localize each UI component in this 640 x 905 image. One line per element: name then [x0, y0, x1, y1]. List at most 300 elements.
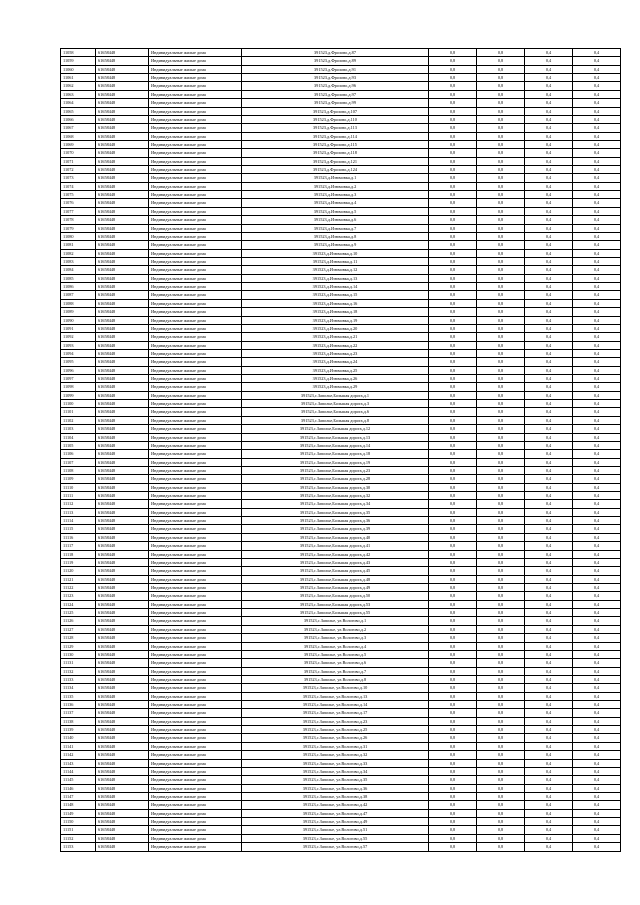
value-cell-1: 0,8: [429, 508, 477, 516]
type-cell: Индивидуальные жилые дома: [149, 542, 242, 550]
table-row: [61, 182, 621, 190]
value-cell-4: 0,4: [573, 216, 621, 224]
code-cell: 61658448: [96, 182, 149, 190]
row-number: 11058: [61, 49, 96, 57]
value-cell-4: 0,4: [573, 140, 621, 148]
value-cell-2: 0,8: [477, 734, 525, 742]
address-cell: 391523,с.Заполье,Большая дорога,д.53: [242, 600, 429, 608]
value-cell-2: 0,8: [477, 49, 525, 57]
value-cell-1: 0,8: [429, 650, 477, 658]
type-cell: Индивидуальные жилые дома: [149, 726, 242, 734]
table-row: [61, 257, 621, 265]
type-cell: Индивидуальные жилые дома: [149, 174, 242, 182]
table-row: [61, 525, 621, 533]
value-cell-3: 0,4: [525, 249, 573, 257]
code-cell: 61658448: [96, 132, 149, 140]
type-cell: Индивидуальные жилые дома: [149, 74, 242, 82]
row-number: 11133: [61, 675, 96, 683]
code-cell: 61658448: [96, 49, 149, 57]
code-cell: 61658448: [96, 274, 149, 282]
code-cell: 61658448: [96, 684, 149, 692]
table-row: [61, 366, 621, 374]
type-cell: Индивидуальные жилые дома: [149, 199, 242, 207]
table-row: [61, 149, 621, 157]
table-row: [61, 625, 621, 633]
row-number: 11128: [61, 634, 96, 642]
value-cell-4: 0,4: [573, 308, 621, 316]
value-cell-1: 0,8: [429, 124, 477, 132]
type-cell: Индивидуальные жилые дома: [149, 675, 242, 683]
type-cell: Индивидуальные жилые дома: [149, 408, 242, 416]
value-cell-1: 0,8: [429, 425, 477, 433]
value-cell-1: 0,8: [429, 659, 477, 667]
address-cell: 391523,д.Изюмовка,д.6: [242, 216, 429, 224]
code-cell: 61658448: [96, 366, 149, 374]
code-cell: 61658448: [96, 283, 149, 291]
type-cell: Индивидуальные жилые дома: [149, 157, 242, 165]
value-cell-2: 0,8: [477, 609, 525, 617]
type-cell: Индивидуальные жилые дома: [149, 717, 242, 725]
row-number: 11125: [61, 609, 96, 617]
code-cell: 61658448: [96, 625, 149, 633]
value-cell-1: 0,8: [429, 441, 477, 449]
value-cell-3: 0,4: [525, 575, 573, 583]
value-cell-1: 0,8: [429, 232, 477, 240]
row-number: 11109: [61, 475, 96, 483]
table-row: [61, 508, 621, 516]
value-cell-4: 0,4: [573, 818, 621, 826]
row-number: 11082: [61, 249, 96, 257]
code-cell: 61658448: [96, 475, 149, 483]
type-cell: Индивидуальные жилые дома: [149, 333, 242, 341]
value-cell-2: 0,8: [477, 74, 525, 82]
type-cell: Индивидуальные жилые дома: [149, 625, 242, 633]
address-cell: 391523,с.Заполье,Большая дорога,д.30: [242, 483, 429, 491]
type-cell: Индивидуальные жилые дома: [149, 341, 242, 349]
value-cell-4: 0,4: [573, 124, 621, 132]
row-number: 11142: [61, 751, 96, 759]
row-number: 11137: [61, 709, 96, 717]
address-cell: 391523,с.Заполье, ул.Вологово,д.47: [242, 809, 429, 817]
value-cell-3: 0,4: [525, 826, 573, 834]
type-cell: Индивидуальные жилые дома: [149, 659, 242, 667]
value-cell-4: 0,4: [573, 792, 621, 800]
row-number: 11136: [61, 701, 96, 709]
code-cell: 61658448: [96, 776, 149, 784]
type-cell: Индивидуальные жилые дома: [149, 441, 242, 449]
value-cell-4: 0,4: [573, 99, 621, 107]
value-cell-3: 0,4: [525, 701, 573, 709]
value-cell-2: 0,8: [477, 149, 525, 157]
value-cell-2: 0,8: [477, 216, 525, 224]
type-cell: Индивидуальные жилые дома: [149, 391, 242, 399]
table-row: [61, 107, 621, 115]
value-cell-4: 0,4: [573, 575, 621, 583]
table-row: [61, 90, 621, 98]
value-cell-2: 0,8: [477, 533, 525, 541]
value-cell-4: 0,4: [573, 115, 621, 123]
row-number: 11139: [61, 726, 96, 734]
type-cell: Индивидуальные жилые дома: [149, 57, 242, 65]
type-cell: Индивидуальные жилые дома: [149, 90, 242, 98]
code-cell: 61658448: [96, 433, 149, 441]
value-cell-4: 0,4: [573, 759, 621, 767]
value-cell-3: 0,4: [525, 308, 573, 316]
value-cell-4: 0,4: [573, 157, 621, 165]
row-number: 11106: [61, 450, 96, 458]
value-cell-2: 0,8: [477, 283, 525, 291]
row-number: 11152: [61, 834, 96, 842]
value-cell-2: 0,8: [477, 199, 525, 207]
value-cell-1: 0,8: [429, 742, 477, 750]
value-cell-1: 0,8: [429, 792, 477, 800]
type-cell: Индивидуальные жилые дома: [149, 257, 242, 265]
address-cell: 391523,с.Заполье,Большая дорога,д.14: [242, 441, 429, 449]
value-cell-2: 0,8: [477, 809, 525, 817]
value-cell-4: 0,4: [573, 191, 621, 199]
type-cell: Индивидуальные жилые дома: [149, 734, 242, 742]
value-cell-4: 0,4: [573, 249, 621, 257]
value-cell-1: 0,8: [429, 57, 477, 65]
table-row: [61, 199, 621, 207]
address-cell: 391523,д.Фролово,д.99: [242, 99, 429, 107]
value-cell-1: 0,8: [429, 592, 477, 600]
type-cell: Индивидуальные жилые дома: [149, 99, 242, 107]
value-cell-1: 0,8: [429, 843, 477, 851]
value-cell-2: 0,8: [477, 675, 525, 683]
value-cell-2: 0,8: [477, 834, 525, 842]
type-cell: Индивидуальные жилые дома: [149, 525, 242, 533]
address-cell: 391523,с.Заполье,Большая дорога,д.45: [242, 567, 429, 575]
value-cell-1: 0,8: [429, 99, 477, 107]
row-number: 11119: [61, 558, 96, 566]
type-cell: Индивидуальные жилые дома: [149, 366, 242, 374]
row-number: 11092: [61, 333, 96, 341]
type-cell: Индивидуальные жилые дома: [149, 416, 242, 424]
value-cell-1: 0,8: [429, 291, 477, 299]
value-cell-4: 0,4: [573, 174, 621, 182]
value-cell-1: 0,8: [429, 274, 477, 282]
row-number: 11065: [61, 107, 96, 115]
address-cell: 391523,с.Заполье,Большая дорога,д.34: [242, 500, 429, 508]
value-cell-1: 0,8: [429, 600, 477, 608]
code-cell: 61658448: [96, 642, 149, 650]
value-cell-4: 0,4: [573, 600, 621, 608]
type-cell: Индивидуальные жилые дома: [149, 140, 242, 148]
code-cell: 61658448: [96, 751, 149, 759]
value-cell-3: 0,4: [525, 316, 573, 324]
address-cell: 391523,с.Заполье,Большая дорога,д.1: [242, 391, 429, 399]
row-number: 11083: [61, 257, 96, 265]
type-cell: Индивидуальные жилые дома: [149, 667, 242, 675]
table-row: [61, 592, 621, 600]
value-cell-2: 0,8: [477, 99, 525, 107]
address-cell: 391523,д.Изюмовка,д.18: [242, 308, 429, 316]
value-cell-2: 0,8: [477, 625, 525, 633]
value-cell-3: 0,4: [525, 584, 573, 592]
value-cell-4: 0,4: [573, 166, 621, 174]
value-cell-2: 0,8: [477, 191, 525, 199]
table-row: [61, 249, 621, 257]
value-cell-1: 0,8: [429, 492, 477, 500]
row-number: 11063: [61, 90, 96, 98]
row-number: 11124: [61, 600, 96, 608]
value-cell-3: 0,4: [525, 132, 573, 140]
value-cell-2: 0,8: [477, 826, 525, 834]
value-cell-2: 0,8: [477, 483, 525, 491]
value-cell-3: 0,4: [525, 508, 573, 516]
address-cell: 391523,с.Заполье,Большая дорога,д.40: [242, 533, 429, 541]
row-number: 11135: [61, 692, 96, 700]
value-cell-3: 0,4: [525, 74, 573, 82]
table-row: [61, 776, 621, 784]
table-row: [61, 299, 621, 307]
table-row: [61, 349, 621, 357]
value-cell-4: 0,4: [573, 400, 621, 408]
value-cell-3: 0,4: [525, 375, 573, 383]
address-cell: 391523,д.Фролово,д.113: [242, 124, 429, 132]
code-cell: 61658448: [96, 408, 149, 416]
table-row: [61, 391, 621, 399]
address-cell: 391523,д.Изюмовка,д.22: [242, 341, 429, 349]
row-number: 11105: [61, 441, 96, 449]
value-cell-2: 0,8: [477, 742, 525, 750]
value-cell-3: 0,4: [525, 283, 573, 291]
value-cell-3: 0,4: [525, 49, 573, 57]
address-cell: 391523,с.Заполье, ул.Вологово,д.7: [242, 667, 429, 675]
value-cell-1: 0,8: [429, 224, 477, 232]
value-cell-4: 0,4: [573, 642, 621, 650]
address-cell: 391523,с.Заполье,Большая дорога,д.43: [242, 558, 429, 566]
value-cell-4: 0,4: [573, 525, 621, 533]
value-cell-2: 0,8: [477, 366, 525, 374]
value-cell-2: 0,8: [477, 140, 525, 148]
code-cell: 61658448: [96, 199, 149, 207]
address-cell: 391523,с.Заполье, ул.Вологово,д.49: [242, 818, 429, 826]
value-cell-4: 0,4: [573, 425, 621, 433]
type-cell: Индивидуальные жилые дома: [149, 684, 242, 692]
value-cell-2: 0,8: [477, 391, 525, 399]
address-cell: 391523,с.Заполье,Большая дорога,д.55: [242, 609, 429, 617]
value-cell-3: 0,4: [525, 634, 573, 642]
value-cell-3: 0,4: [525, 191, 573, 199]
row-number: 11120: [61, 567, 96, 575]
value-cell-2: 0,8: [477, 308, 525, 316]
table-row: [61, 140, 621, 148]
value-cell-2: 0,8: [477, 617, 525, 625]
code-cell: 61658448: [96, 107, 149, 115]
value-cell-2: 0,8: [477, 291, 525, 299]
value-cell-3: 0,4: [525, 809, 573, 817]
value-cell-4: 0,4: [573, 65, 621, 73]
value-cell-1: 0,8: [429, 475, 477, 483]
value-cell-1: 0,8: [429, 299, 477, 307]
code-cell: 61658448: [96, 416, 149, 424]
row-number: 11141: [61, 742, 96, 750]
table-row: [61, 717, 621, 725]
table-row: [61, 74, 621, 82]
row-number: 11134: [61, 684, 96, 692]
value-cell-3: 0,4: [525, 166, 573, 174]
table-row: [61, 450, 621, 458]
code-cell: 61658448: [96, 57, 149, 65]
row-number: 11079: [61, 224, 96, 232]
value-cell-1: 0,8: [429, 82, 477, 90]
row-number: 11107: [61, 458, 96, 466]
value-cell-3: 0,4: [525, 291, 573, 299]
code-cell: 61658448: [96, 784, 149, 792]
address-cell: 391523,д.Изюмовка,д.25: [242, 366, 429, 374]
value-cell-4: 0,4: [573, 107, 621, 115]
address-cell: 391523,д.Фролово,д.87: [242, 49, 429, 57]
table-row: [61, 433, 621, 441]
value-cell-2: 0,8: [477, 692, 525, 700]
value-cell-2: 0,8: [477, 592, 525, 600]
type-cell: Индивидуальные жилые дома: [149, 483, 242, 491]
address-cell: 391523,с.Заполье, ул.Вологово,д.51: [242, 826, 429, 834]
value-cell-1: 0,8: [429, 483, 477, 491]
table-row: [61, 274, 621, 282]
type-cell: Индивидуальные жилые дома: [149, 349, 242, 357]
address-cell: 391523,с.Заполье, ул.Вологово,д.33: [242, 759, 429, 767]
type-cell: Индивидуальные жилые дома: [149, 308, 242, 316]
value-cell-4: 0,4: [573, 726, 621, 734]
value-cell-1: 0,8: [429, 675, 477, 683]
value-cell-1: 0,8: [429, 416, 477, 424]
code-cell: 61658448: [96, 115, 149, 123]
address-cell: 391523,с.Заполье, ул.Вологово,д.36: [242, 784, 429, 792]
value-cell-1: 0,8: [429, 634, 477, 642]
table-row: [61, 751, 621, 759]
table-row: [61, 216, 621, 224]
value-cell-1: 0,8: [429, 567, 477, 575]
code-cell: 61658448: [96, 600, 149, 608]
address-cell: 391523,д.Изюмовка,д.21: [242, 333, 429, 341]
code-cell: 61658448: [96, 308, 149, 316]
address-cell: 391523,д.Фролово,д.97: [242, 90, 429, 98]
value-cell-3: 0,4: [525, 182, 573, 190]
row-number: 11064: [61, 99, 96, 107]
value-cell-1: 0,8: [429, 692, 477, 700]
code-cell: 61658448: [96, 550, 149, 558]
row-number: 11071: [61, 157, 96, 165]
value-cell-3: 0,4: [525, 107, 573, 115]
value-cell-3: 0,4: [525, 675, 573, 683]
table-row: [61, 466, 621, 474]
code-cell: 61658448: [96, 500, 149, 508]
value-cell-4: 0,4: [573, 90, 621, 98]
address-cell: 391523,с.Заполье,Большая дорога,д.36: [242, 517, 429, 525]
address-cell: 391523,д.Фролово,д.115: [242, 140, 429, 148]
table-row: [61, 818, 621, 826]
value-cell-2: 0,8: [477, 843, 525, 851]
address-cell: 391523,с.Заполье,Большая дорога,д.49: [242, 584, 429, 592]
value-cell-4: 0,4: [573, 558, 621, 566]
code-cell: 61658448: [96, 709, 149, 717]
value-cell-1: 0,8: [429, 324, 477, 332]
type-cell: Индивидуальные жилые дома: [149, 182, 242, 190]
type-cell: Индивидуальные жилые дома: [149, 634, 242, 642]
value-cell-3: 0,4: [525, 174, 573, 182]
address-cell: 391523,д.Изюмовка,д.10: [242, 249, 429, 257]
value-cell-2: 0,8: [477, 450, 525, 458]
value-cell-4: 0,4: [573, 517, 621, 525]
value-cell-2: 0,8: [477, 525, 525, 533]
row-number: 11117: [61, 542, 96, 550]
value-cell-2: 0,8: [477, 542, 525, 550]
value-cell-1: 0,8: [429, 333, 477, 341]
value-cell-1: 0,8: [429, 107, 477, 115]
code-cell: 61658448: [96, 584, 149, 592]
value-cell-4: 0,4: [573, 734, 621, 742]
value-cell-4: 0,4: [573, 391, 621, 399]
address-cell: 391523,с.Заполье, ул.Вологово,д.2: [242, 625, 429, 633]
value-cell-1: 0,8: [429, 776, 477, 784]
value-cell-4: 0,4: [573, 617, 621, 625]
value-cell-4: 0,4: [573, 801, 621, 809]
value-cell-4: 0,4: [573, 441, 621, 449]
type-cell: Индивидуальные жилые дома: [149, 701, 242, 709]
type-cell: Индивидуальные жилые дома: [149, 843, 242, 851]
table-row: [61, 792, 621, 800]
value-cell-1: 0,8: [429, 433, 477, 441]
value-cell-2: 0,8: [477, 441, 525, 449]
value-cell-3: 0,4: [525, 57, 573, 65]
value-cell-4: 0,4: [573, 416, 621, 424]
address-cell: 391523,д.Фролово,д.96: [242, 82, 429, 90]
address-cell: 391523,д.Изюмовка,д.2: [242, 182, 429, 190]
value-cell-2: 0,8: [477, 207, 525, 215]
value-cell-2: 0,8: [477, 232, 525, 240]
value-cell-3: 0,4: [525, 199, 573, 207]
value-cell-3: 0,4: [525, 801, 573, 809]
value-cell-3: 0,4: [525, 433, 573, 441]
value-cell-1: 0,8: [429, 241, 477, 249]
table-row: [61, 124, 621, 132]
address-cell: 391523,с.Заполье, ул.Вологово,д.26: [242, 734, 429, 742]
table-row: [61, 174, 621, 182]
value-cell-4: 0,4: [573, 709, 621, 717]
value-cell-2: 0,8: [477, 709, 525, 717]
type-cell: Индивидуальные жилые дома: [149, 166, 242, 174]
value-cell-4: 0,4: [573, 542, 621, 550]
value-cell-1: 0,8: [429, 207, 477, 215]
code-cell: 61658448: [96, 675, 149, 683]
value-cell-3: 0,4: [525, 684, 573, 692]
value-cell-3: 0,4: [525, 224, 573, 232]
value-cell-1: 0,8: [429, 199, 477, 207]
address-cell: 391523,д.Изюмовка,д.11: [242, 257, 429, 265]
value-cell-1: 0,8: [429, 709, 477, 717]
value-cell-3: 0,4: [525, 659, 573, 667]
table-row: [61, 99, 621, 107]
value-cell-1: 0,8: [429, 726, 477, 734]
type-cell: Индивидуальные жилые дома: [149, 324, 242, 332]
row-number: 11077: [61, 207, 96, 215]
code-cell: 61658448: [96, 249, 149, 257]
value-cell-2: 0,8: [477, 650, 525, 658]
value-cell-3: 0,4: [525, 525, 573, 533]
table-row: [61, 316, 621, 324]
table-row: [61, 701, 621, 709]
type-cell: Индивидуальные жилые дома: [149, 425, 242, 433]
value-cell-3: 0,4: [525, 416, 573, 424]
address-cell: 391523,д.Изюмовка,д.13: [242, 274, 429, 282]
address-table: [60, 48, 621, 852]
value-cell-1: 0,8: [429, 701, 477, 709]
row-number: 11100: [61, 400, 96, 408]
type-cell: Индивидуальные жилые дома: [149, 642, 242, 650]
